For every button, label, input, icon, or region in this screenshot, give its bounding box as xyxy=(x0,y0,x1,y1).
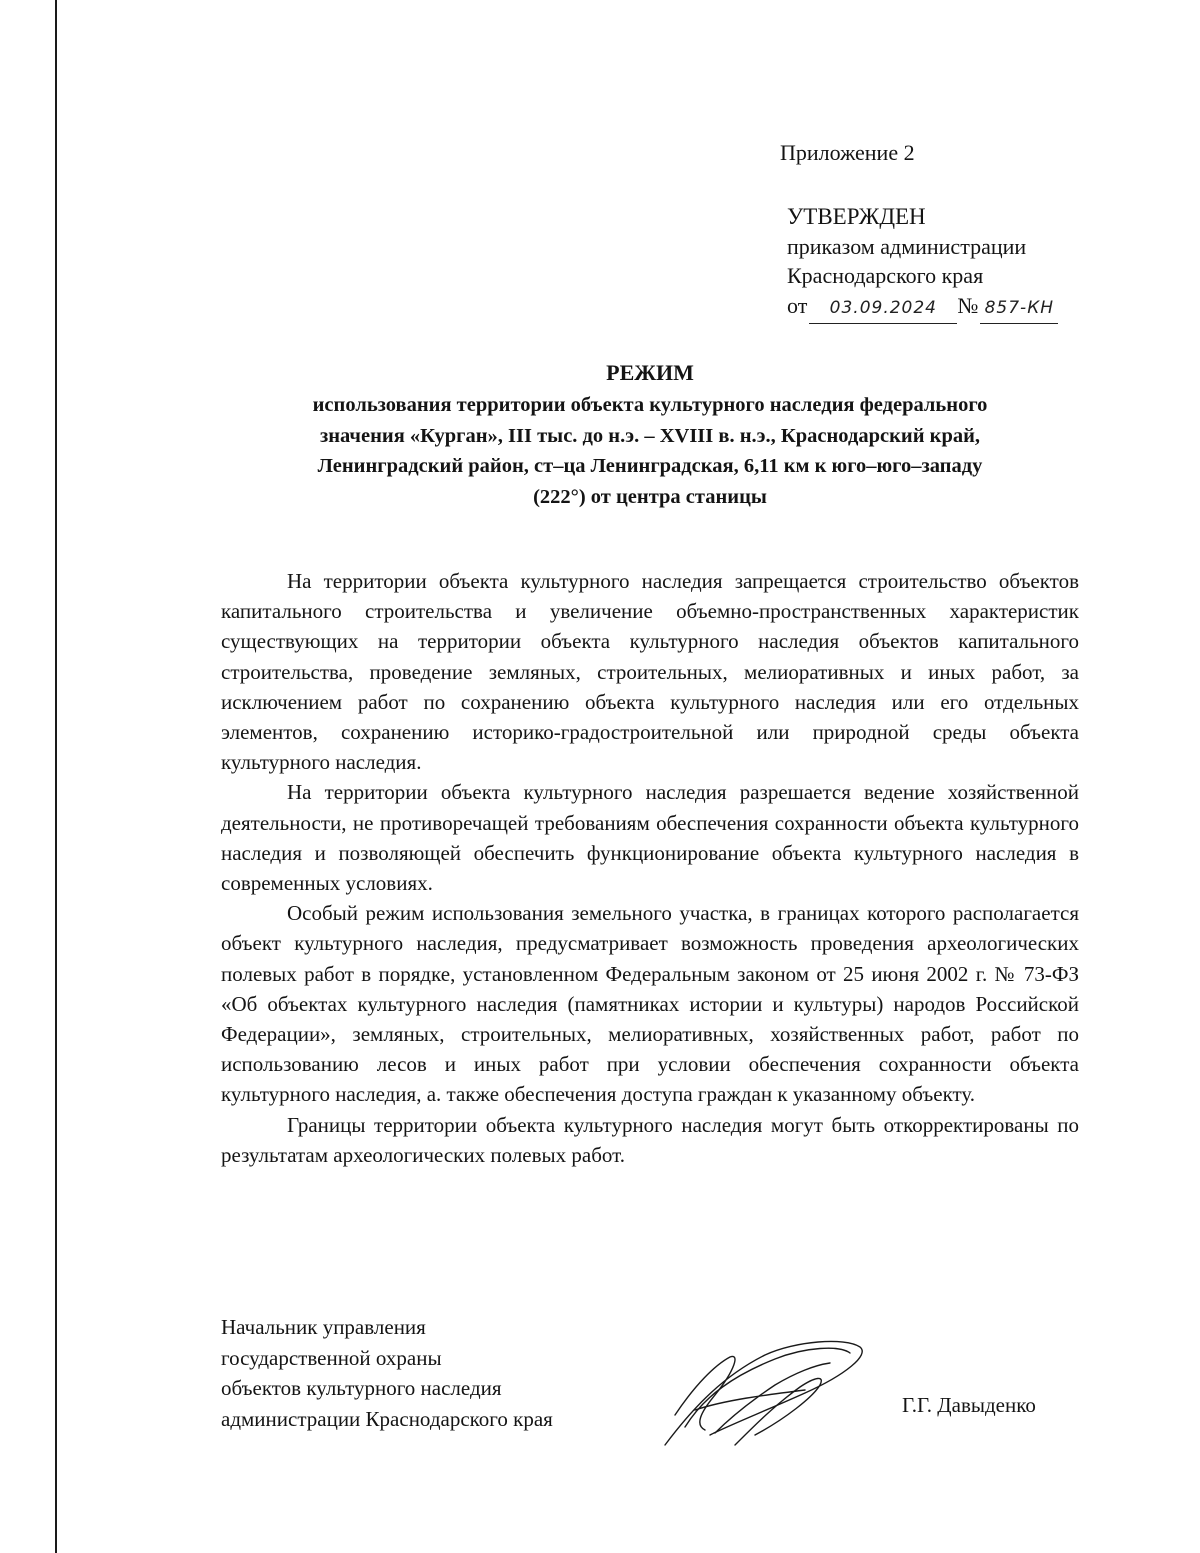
number-field xyxy=(980,291,1058,325)
subtitle-line-1: использования территории объекта культурного наследия федерального xyxy=(312,394,988,416)
cropped-header-fragment xyxy=(330,0,730,4)
document-title: РЕЖИМ xyxy=(606,360,694,385)
paragraph-permitted-activity: На территории объекта культурного наследия разрешается ведение хозяйственной деятельности, не противоречащей требованиям обеспечения сохранности объекта культурного наследия и позволяющей обеспечить функционирование объекта культурного наследия в современных условиях. xyxy=(221,780,1079,896)
date-field xyxy=(809,291,957,325)
position-line-2: государственной охраны xyxy=(221,1345,442,1370)
subtitle-line-3: Ленинградский район, ст–ца Ленинградская, 6,11 км к юго–юго–западу xyxy=(317,455,983,477)
paragraph-prohibitions: На территории объекта культурного наследия запрещается строительство объектов капитального строительства и увеличение объемно-пространственных характеристик существующих на территории объекта культурного наследия объектов капитального строительства, проведение земляных, строительных, мелиоративных и иных работ, за исключением работ по сохранению объекта культурного наследия или его отдельных элементов, сохранению историко-градостроительной или природной среды объекта культурного наследия. xyxy=(221,569,1079,775)
position-line-3: объектов культурного наследия xyxy=(221,1376,502,1400)
paragraph-special-regime: Особый режим использования земельного участка, в границах которого располагается объект культурного наследия, предусматривает возможность проведения археологических полевых работ в порядке, установленном Федеральным законом от 25 июня 2002 г. № 73-ФЗ «Об объектах культурного наследия (памятниках истории и культуры) народов Российской Федерации», земляных, строительных, мелиоративных, хозяйственных работ, работ по использованию лесов и иных работ при условии обеспечения сохранности объекта культурного наследия, а. также обеспечения доступа граждан к указанному объекту. xyxy=(221,901,1079,1107)
date-prefix: от xyxy=(787,292,808,318)
handwritten-date: 03.09.2024 xyxy=(829,297,937,318)
approval-date-number-line xyxy=(787,291,1058,325)
paragraph-boundaries: Границы территории объекта культурного наследия могут быть откорректированы по результатам археологических полевых работ. xyxy=(221,1112,1079,1167)
document-body xyxy=(221,566,1079,1170)
signatory-name: Г.Г. Давыденко xyxy=(902,1393,1036,1417)
number-prefix: № xyxy=(957,292,979,318)
scan-left-edge xyxy=(55,0,57,1553)
subtitle-line-2: значения «Курган», III тыс. до н.э. – XVIII в. н.э., Краснодарский край, xyxy=(319,424,981,447)
signatory-position xyxy=(221,1312,553,1434)
position-line-4: администрации Краснодарского края xyxy=(221,1406,553,1431)
approved-title: УТВЕРЖДЕН xyxy=(787,204,926,229)
approved-line-1: приказом администрации xyxy=(787,233,1027,259)
subtitle-line-4: (222°) от центра станицы xyxy=(533,485,767,508)
handwritten-number: 857-КН xyxy=(984,297,1055,318)
handwritten-signature xyxy=(655,1335,875,1455)
approved-line-2: Краснодарского края xyxy=(787,263,984,288)
appendix-label: Приложение 2 xyxy=(780,140,915,165)
position-line-1: Начальник управления xyxy=(221,1315,426,1339)
approval-stamp-block xyxy=(787,202,1058,324)
document-subtitle xyxy=(210,390,1090,512)
